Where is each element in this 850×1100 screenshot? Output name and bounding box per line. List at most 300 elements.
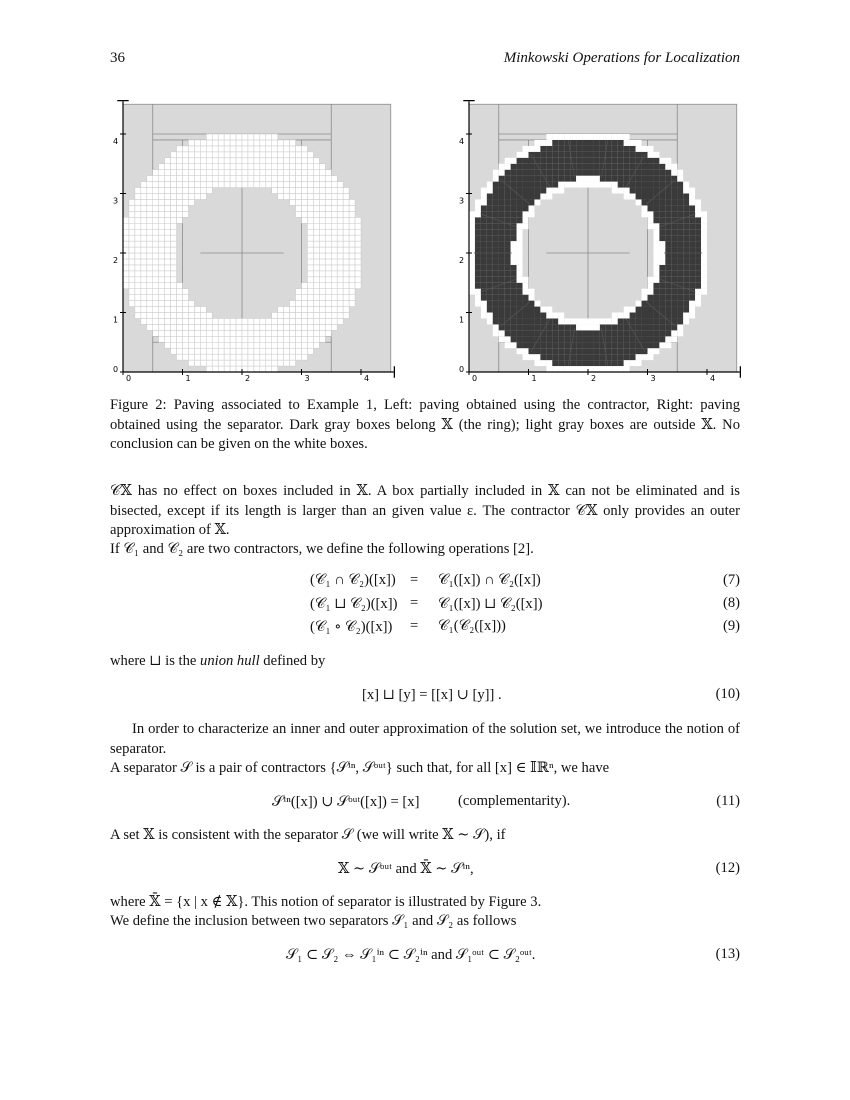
paving-box bbox=[505, 247, 511, 253]
paving-box bbox=[481, 283, 487, 289]
paving-box bbox=[194, 152, 200, 158]
paving-box bbox=[248, 140, 254, 146]
paving-box bbox=[349, 289, 355, 295]
paving-box bbox=[653, 199, 659, 205]
paving-box bbox=[337, 259, 343, 265]
paving-box bbox=[319, 235, 325, 241]
paving-box bbox=[612, 164, 618, 170]
paving-box bbox=[266, 152, 272, 158]
paving-box bbox=[200, 360, 206, 366]
paving-box bbox=[540, 188, 546, 194]
paving-box bbox=[343, 217, 349, 223]
paving-box bbox=[331, 247, 337, 253]
paving-box bbox=[695, 205, 701, 211]
paving-box bbox=[313, 188, 319, 194]
paving-box bbox=[218, 330, 224, 336]
paving-box bbox=[481, 259, 487, 265]
paving-box bbox=[588, 318, 594, 324]
paving-box bbox=[177, 289, 183, 295]
paving-box bbox=[331, 205, 337, 211]
y-tick-label: 2 bbox=[459, 256, 465, 265]
paving-box bbox=[302, 330, 308, 336]
paving-box bbox=[534, 307, 540, 313]
paving-box bbox=[296, 205, 302, 211]
paving-box bbox=[517, 277, 523, 283]
paving-box bbox=[487, 307, 493, 313]
paving-box bbox=[307, 318, 313, 324]
paving-box bbox=[517, 199, 523, 205]
paving-box bbox=[612, 140, 618, 146]
paving-box bbox=[141, 199, 147, 205]
paving-box bbox=[511, 265, 517, 271]
paving-box bbox=[558, 176, 564, 182]
paving-box bbox=[552, 336, 558, 342]
paving-box bbox=[135, 194, 141, 200]
paving-box bbox=[260, 182, 266, 188]
paving-box bbox=[200, 324, 206, 330]
paving-box bbox=[325, 176, 331, 182]
paving-box bbox=[481, 194, 487, 200]
paving-box bbox=[200, 307, 206, 313]
paving-box bbox=[546, 134, 552, 140]
x-tick-label: 3 bbox=[650, 374, 656, 383]
paving-box bbox=[183, 164, 189, 170]
paving-box bbox=[677, 182, 683, 188]
paving-box bbox=[570, 146, 576, 152]
paving-box bbox=[606, 164, 612, 170]
paving-box bbox=[475, 271, 481, 277]
paving-box bbox=[248, 152, 254, 158]
paving-box bbox=[248, 366, 254, 372]
paving-box bbox=[343, 295, 349, 301]
paving-box bbox=[695, 283, 701, 289]
equation-7 bbox=[110, 572, 740, 592]
paving-box bbox=[147, 307, 153, 313]
paving-box bbox=[302, 342, 308, 348]
paving-box bbox=[511, 164, 517, 170]
paving-box bbox=[648, 217, 654, 223]
paving-box bbox=[183, 336, 189, 342]
paving-box bbox=[588, 164, 594, 170]
paving-box bbox=[653, 194, 659, 200]
paving-box bbox=[505, 295, 511, 301]
paving-box bbox=[331, 194, 337, 200]
paving-box bbox=[206, 360, 212, 366]
paving-box bbox=[493, 265, 499, 271]
paving-box bbox=[206, 140, 212, 146]
paving-box bbox=[642, 194, 648, 200]
paving-box bbox=[564, 152, 570, 158]
paving-box bbox=[206, 313, 212, 319]
paving-box bbox=[224, 318, 230, 324]
paving-box bbox=[481, 205, 487, 211]
paving-box bbox=[254, 342, 260, 348]
paving-box bbox=[505, 301, 511, 307]
paving-box bbox=[671, 295, 677, 301]
paving-box bbox=[689, 223, 695, 229]
paving-box bbox=[606, 134, 612, 140]
paving-box bbox=[260, 354, 266, 360]
paving-box bbox=[206, 134, 212, 140]
paving-box bbox=[135, 188, 141, 194]
paving-box bbox=[511, 158, 517, 164]
paving-box bbox=[200, 158, 206, 164]
paving-box bbox=[511, 259, 517, 265]
eq8-lhs: (𝒞₁ ⊔ 𝒞₂)([x]) bbox=[310, 596, 398, 612]
paving-box bbox=[307, 188, 313, 194]
paving-box bbox=[224, 366, 230, 372]
paving-box bbox=[319, 253, 325, 259]
paving-box bbox=[534, 348, 540, 354]
paving-box bbox=[159, 301, 165, 307]
paving-box bbox=[200, 194, 206, 200]
paving-box bbox=[355, 271, 361, 277]
paving-box bbox=[618, 164, 624, 170]
paving-box bbox=[582, 170, 588, 176]
paving-box bbox=[642, 301, 648, 307]
paving-box bbox=[653, 205, 659, 211]
paving-box bbox=[278, 152, 284, 158]
paving-box bbox=[206, 366, 212, 372]
paving-box bbox=[624, 170, 630, 176]
paving-box bbox=[343, 235, 349, 241]
paving-box bbox=[576, 330, 582, 336]
paving-box bbox=[606, 324, 612, 330]
paving-box bbox=[671, 188, 677, 194]
paving-box bbox=[266, 348, 272, 354]
y-tick-label: 1 bbox=[459, 315, 465, 325]
paving-box bbox=[331, 241, 337, 247]
paving-box bbox=[540, 318, 546, 324]
paving-box bbox=[159, 170, 165, 176]
paving-box bbox=[517, 182, 523, 188]
paving-box bbox=[159, 176, 165, 182]
paving-box bbox=[487, 247, 493, 253]
paving-box bbox=[665, 336, 671, 342]
paving-box bbox=[153, 170, 159, 176]
paving-box bbox=[469, 241, 475, 247]
paving-box bbox=[242, 342, 248, 348]
paving-box bbox=[153, 265, 159, 271]
paving-box bbox=[511, 176, 517, 182]
paving-box bbox=[194, 194, 200, 200]
paving-box bbox=[224, 152, 230, 158]
paving-box bbox=[129, 199, 135, 205]
paving-box bbox=[319, 170, 325, 176]
paving-box bbox=[570, 318, 576, 324]
paving-box bbox=[683, 313, 689, 319]
paving-box bbox=[236, 324, 242, 330]
paving-box bbox=[141, 182, 147, 188]
paving-box bbox=[630, 158, 636, 164]
paving-box bbox=[659, 271, 665, 277]
paving-box bbox=[653, 295, 659, 301]
paving-box bbox=[183, 324, 189, 330]
paving-box bbox=[159, 223, 165, 229]
paving-box bbox=[665, 265, 671, 271]
paving-box bbox=[481, 271, 487, 277]
paving-box bbox=[505, 336, 511, 342]
paving-box bbox=[171, 348, 177, 354]
paving-box bbox=[552, 188, 558, 194]
paving-box bbox=[546, 146, 552, 152]
paving-box bbox=[278, 170, 284, 176]
paving-box bbox=[242, 134, 248, 140]
paving-box bbox=[206, 348, 212, 354]
paving-box bbox=[529, 211, 535, 217]
paving-box bbox=[671, 235, 677, 241]
paving-box bbox=[218, 176, 224, 182]
paving-box bbox=[505, 307, 511, 313]
paving-box bbox=[135, 301, 141, 307]
paving-box bbox=[236, 158, 242, 164]
paving-box bbox=[343, 271, 349, 277]
paving-box bbox=[206, 318, 212, 324]
paving-box bbox=[564, 348, 570, 354]
paving-box bbox=[171, 235, 177, 241]
paving-box bbox=[284, 194, 290, 200]
paving-box bbox=[576, 366, 582, 372]
paving-box bbox=[284, 170, 290, 176]
paving-box bbox=[165, 170, 171, 176]
paving-box bbox=[511, 217, 517, 223]
paving-box bbox=[313, 330, 319, 336]
paving-box bbox=[171, 152, 177, 158]
paving-box bbox=[123, 265, 129, 271]
paving-box bbox=[159, 277, 165, 283]
paving-box bbox=[313, 199, 319, 205]
paving-box bbox=[665, 176, 671, 182]
paving-box bbox=[588, 134, 594, 140]
paving-box bbox=[683, 188, 689, 194]
paving-box bbox=[665, 223, 671, 229]
paving-box bbox=[636, 188, 642, 194]
paving-box bbox=[278, 194, 284, 200]
paving-box bbox=[296, 194, 302, 200]
paving-box bbox=[290, 330, 296, 336]
paving-box bbox=[218, 146, 224, 152]
paving-box bbox=[200, 188, 206, 194]
paving-box bbox=[224, 146, 230, 152]
paving-box bbox=[582, 324, 588, 330]
paving-box bbox=[319, 289, 325, 295]
paving-box bbox=[307, 313, 313, 319]
paving-box bbox=[517, 229, 523, 235]
paving-box bbox=[343, 313, 349, 319]
paving-box bbox=[671, 205, 677, 211]
paving-box bbox=[159, 283, 165, 289]
paving-box bbox=[200, 348, 206, 354]
paving-box bbox=[523, 342, 529, 348]
paving-box bbox=[600, 134, 606, 140]
paving-box bbox=[200, 170, 206, 176]
paving-box bbox=[493, 289, 499, 295]
paving-box bbox=[648, 336, 654, 342]
paving-box bbox=[188, 354, 194, 360]
paving-box bbox=[558, 152, 564, 158]
y-tick-label: 3 bbox=[459, 196, 465, 206]
paving-box bbox=[487, 235, 493, 241]
paving-box bbox=[487, 259, 493, 265]
paving-box bbox=[529, 194, 535, 200]
paving-box bbox=[331, 188, 337, 194]
paving-box bbox=[576, 164, 582, 170]
paving-box bbox=[129, 217, 135, 223]
paving-box bbox=[671, 199, 677, 205]
x-tick-label: 1 bbox=[185, 374, 191, 383]
paving-box bbox=[618, 313, 624, 319]
paving-box bbox=[224, 336, 230, 342]
paving-box bbox=[642, 188, 648, 194]
paving-box bbox=[517, 152, 523, 158]
paving-box bbox=[171, 336, 177, 342]
paving-box bbox=[493, 247, 499, 253]
paving-box bbox=[284, 182, 290, 188]
paving-box bbox=[689, 229, 695, 235]
paving-box bbox=[665, 271, 671, 277]
paving-box bbox=[272, 324, 278, 330]
paving-box bbox=[677, 289, 683, 295]
paving-box bbox=[630, 307, 636, 313]
paving-box bbox=[171, 330, 177, 336]
paving-box bbox=[183, 307, 189, 313]
paving-box bbox=[290, 199, 296, 205]
paving-box bbox=[493, 211, 499, 217]
paving-box bbox=[659, 235, 665, 241]
paving-box bbox=[284, 348, 290, 354]
paving-box bbox=[188, 348, 194, 354]
paving-box bbox=[337, 199, 343, 205]
paving-box bbox=[701, 253, 707, 259]
paving-box bbox=[499, 307, 505, 313]
paving-box bbox=[183, 313, 189, 319]
paving-box bbox=[505, 182, 511, 188]
paving-box bbox=[194, 342, 200, 348]
paving-box bbox=[648, 152, 654, 158]
paving-box bbox=[618, 330, 624, 336]
paving-box bbox=[331, 318, 337, 324]
paving-box bbox=[135, 259, 141, 265]
paving-box bbox=[659, 342, 665, 348]
paving-box bbox=[677, 265, 683, 271]
paving-box bbox=[618, 140, 624, 146]
paving-box bbox=[529, 170, 535, 176]
paving-box bbox=[671, 301, 677, 307]
paving-box bbox=[153, 194, 159, 200]
paving-box bbox=[469, 217, 475, 223]
paving-box bbox=[517, 170, 523, 176]
eq13-number: (13) bbox=[715, 946, 740, 962]
paving-box bbox=[129, 283, 135, 289]
paving-box bbox=[302, 301, 308, 307]
paving-box bbox=[588, 354, 594, 360]
paving-box bbox=[517, 217, 523, 223]
paving-box bbox=[290, 152, 296, 158]
paving-box bbox=[135, 265, 141, 271]
paving-box bbox=[177, 318, 183, 324]
paving-box bbox=[337, 289, 343, 295]
paving-box bbox=[683, 229, 689, 235]
paving-box bbox=[325, 318, 331, 324]
paving-box bbox=[200, 342, 206, 348]
paving-box bbox=[481, 217, 487, 223]
eq12-body: 𝕏 ∼ 𝒮ᵒᵘᵗ and 𝕏̄ ∼ 𝒮ⁱⁿ, bbox=[338, 861, 474, 877]
paving-box bbox=[683, 205, 689, 211]
paving-box bbox=[695, 271, 701, 277]
paving-box bbox=[194, 140, 200, 146]
paving-box bbox=[129, 205, 135, 211]
paving-box bbox=[331, 271, 337, 277]
paving-box bbox=[481, 229, 487, 235]
paving-box bbox=[177, 330, 183, 336]
paving-box bbox=[188, 342, 194, 348]
paving-box bbox=[606, 366, 612, 372]
paving-box bbox=[147, 253, 153, 259]
paving-box bbox=[665, 318, 671, 324]
paving-box bbox=[177, 295, 183, 301]
paving-box bbox=[135, 295, 141, 301]
paving-box bbox=[653, 188, 659, 194]
paving-box bbox=[254, 348, 260, 354]
paving-box bbox=[331, 217, 337, 223]
paving-box bbox=[307, 247, 313, 253]
paving-box bbox=[177, 146, 183, 152]
paving-box bbox=[505, 217, 511, 223]
paving-box bbox=[630, 194, 636, 200]
paving-box bbox=[212, 158, 218, 164]
paving-box bbox=[272, 348, 278, 354]
paving-box bbox=[147, 283, 153, 289]
paving-box bbox=[701, 277, 707, 283]
paving-box bbox=[552, 348, 558, 354]
paving-box bbox=[307, 164, 313, 170]
paving-box bbox=[302, 158, 308, 164]
paving-box bbox=[606, 176, 612, 182]
paving-box bbox=[224, 170, 230, 176]
paving-box bbox=[659, 194, 665, 200]
paving-box bbox=[236, 336, 242, 342]
paving-box bbox=[159, 318, 165, 324]
paving-box bbox=[218, 134, 224, 140]
paving-box bbox=[653, 164, 659, 170]
paving-box bbox=[558, 170, 564, 176]
paving-box bbox=[618, 188, 624, 194]
paving-box bbox=[683, 241, 689, 247]
paving-box bbox=[689, 205, 695, 211]
paving-box bbox=[659, 253, 665, 259]
paving-box bbox=[313, 158, 319, 164]
paving-box bbox=[325, 211, 331, 217]
paving-box bbox=[290, 170, 296, 176]
paving-box bbox=[642, 199, 648, 205]
paving-box bbox=[481, 313, 487, 319]
paving-box bbox=[171, 259, 177, 265]
paving-box bbox=[659, 229, 665, 235]
paving-box bbox=[337, 241, 343, 247]
paving-box bbox=[534, 146, 540, 152]
eq10-number: (10) bbox=[715, 686, 740, 702]
paving-box bbox=[194, 182, 200, 188]
paving-box bbox=[254, 360, 260, 366]
paving-box bbox=[529, 318, 535, 324]
paving-box bbox=[665, 182, 671, 188]
paving-box bbox=[576, 342, 582, 348]
paving-box bbox=[695, 289, 701, 295]
paving-box bbox=[671, 164, 677, 170]
paving-box bbox=[248, 318, 254, 324]
paving-box bbox=[159, 265, 165, 271]
paving-box bbox=[242, 348, 248, 354]
